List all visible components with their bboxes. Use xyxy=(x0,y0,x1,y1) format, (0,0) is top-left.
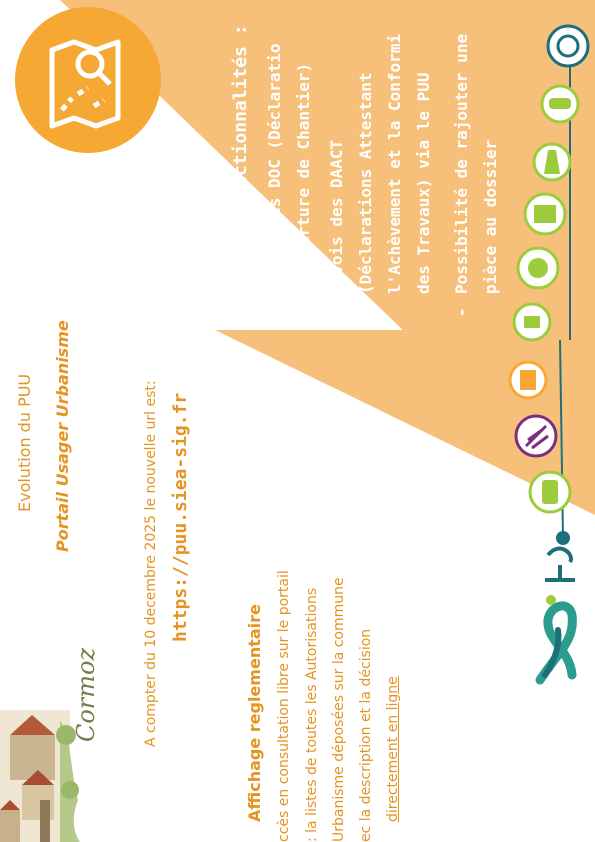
affichage-line: ec la description et la décision xyxy=(358,628,374,842)
affichage-line: Urbanisme déposées sur la commune xyxy=(331,577,347,842)
news-item-line: des Travaux) via le PUU xyxy=(414,72,433,294)
affichage-line: : la listes de toutes les Autorisations xyxy=(304,587,320,842)
news-item-line: pièce au dossier xyxy=(481,139,500,294)
news-item-line: l'Achèvement et la Conformi xyxy=(385,33,404,294)
page-subtitle: Portail Usager Urbanisme xyxy=(53,320,72,552)
news-item-line: d'Ouverture de Chantier) xyxy=(294,62,313,294)
news-title: Nouvelles fonctionnalités : xyxy=(230,24,251,317)
intro-text: A compter du 10 decembre 2025 le nouvelle url est: xyxy=(143,380,159,747)
affichage-title: Affichage reglementaire xyxy=(245,604,264,822)
news-item-dash: - xyxy=(327,307,346,317)
news-item-line: Envois des DOC (Déclaratio xyxy=(265,43,284,294)
portal-url-link[interactable]: https://puu.siea-sig.fr xyxy=(170,392,191,642)
news-item-line: (Déclarations Attestant xyxy=(356,72,375,294)
news-item-line: Envois des DAACT xyxy=(327,139,346,294)
affichage-line: ccès en consultation libre sur le portail xyxy=(276,570,292,842)
news-item-line: Possibilité de rajouter une xyxy=(452,33,471,294)
news-item-dash: - xyxy=(265,307,284,317)
affichage-link[interactable]: directement en ligne xyxy=(385,676,401,822)
news-item-dash: - xyxy=(452,307,471,317)
page-title: Evolution du PUU xyxy=(15,373,34,512)
cormoz-logo-text: Cormoz xyxy=(72,647,100,742)
